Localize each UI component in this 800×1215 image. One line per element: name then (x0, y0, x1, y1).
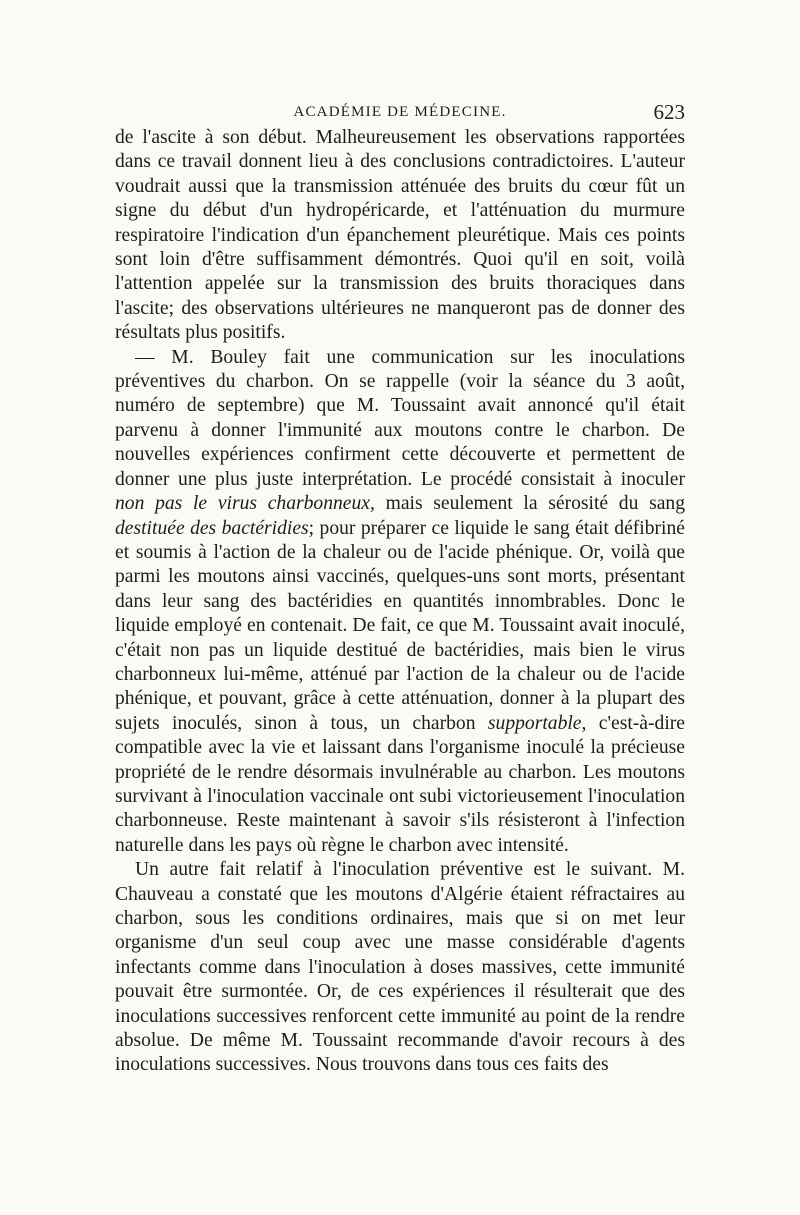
text-run: , c'est-à-dire compatible avec la vie et laissant dans l'organisme inoculé la précieuse propriété de le rendre désormais invulnérable au charbon. Les moutons survivant à l'inoculation vaccinale ont subi victorieusement l'inoculation charbonneuse. Reste maintenant à savoir s'ils résisteront à l'infection naturelle dans les pays où règne le charbon avec intensité. (115, 712, 685, 856)
paragraph-inoculation: Un autre fait relatif à l'inoculation préventive est le suivant. M. Chauveau a constaté que les moutons d'Algérie étaient réfractaires au charbon, sous les conditions ordinaires, mais que si on met leur organisme d'un seul coup avec une masse considérable d'agents infectants comme dans l'inoculation à doses massives, cette immunité pouvait être surmontée. Or, de ces expériences il résulterait que des inoculations successives renforcent cette immunité au point de la rendre absolue. De même M. Toussaint recommande d'avoir recours à des inoculations successives. Nous trouvons dans tous ces faits des (115, 859, 685, 1076)
body-text (115, 126, 685, 1078)
text-run: — M. Bouley fait une communication sur les inoculations préventives du charbon. On se rappelle (voir la séance du 3 août, numéro de septembre) que M. Toussaint avait annoncé qu'il était parvenu à donner l'immunité aux moutons contre le charbon. De nouvelles expériences confirment cette découverte et permettent de donner une plus juste interprétation. Le procédé consistait à inoculer (115, 346, 685, 490)
book-page (115, 100, 685, 1078)
running-title: ACADÉMIE DE MÉDECINE. (293, 104, 507, 120)
text-run: mais seulement la sérosité du sang (374, 493, 685, 515)
italic-phrase: destituée des bactéridies (115, 517, 309, 539)
page-number: 623 (653, 100, 685, 124)
italic-phrase: non pas le virus charbonneux, (115, 493, 375, 515)
text-run: ; pour préparer ce liquide le sang était défibriné et soumis à l'action de la chaleur ou de l'acide phénique. Or, voilà que parmi les moutons ainsi vaccinés, quelques-uns sont morts, présentant dans leur sang des bactéridies en quantités innombrables. Donc le liquide employé en contenait. De fait, ce que M. Toussaint avait inoculé, c'était non pas un liquide destitué de bactéridies, mais bien le virus charbonneux lui-même, atténué par l'action de la chaleur ou de l'acide phénique, et pouvant, grâce à cette atténuation, donner à la plupart des sujets inoculés, sinon à tous, un charbon (115, 517, 685, 734)
italic-phrase: supportable (487, 712, 582, 734)
running-header (115, 100, 685, 126)
paragraph-ascite: de l'ascite à son début. Malheureusement les observations rapportées dans ce travail donnent lieu à des conclusions contradictoires. L'auteur voudrait aussi que la transmission atténuée des bruits du cœur fût un signe du début d'un hydropéricarde, et l'atténuation du murmure respiratoire l'indication d'un épanchement pleurétique. Mais ces points sont loin d'être suffisamment démontrés. Quoi qu'il en soit, voilà l'attention appelée sur la transmission des bruits thoraciques dans l'ascite; des observations ultérieures ne manqueront pas de donner des résultats plus positifs. (115, 127, 685, 344)
paragraph-bouley (115, 346, 685, 859)
